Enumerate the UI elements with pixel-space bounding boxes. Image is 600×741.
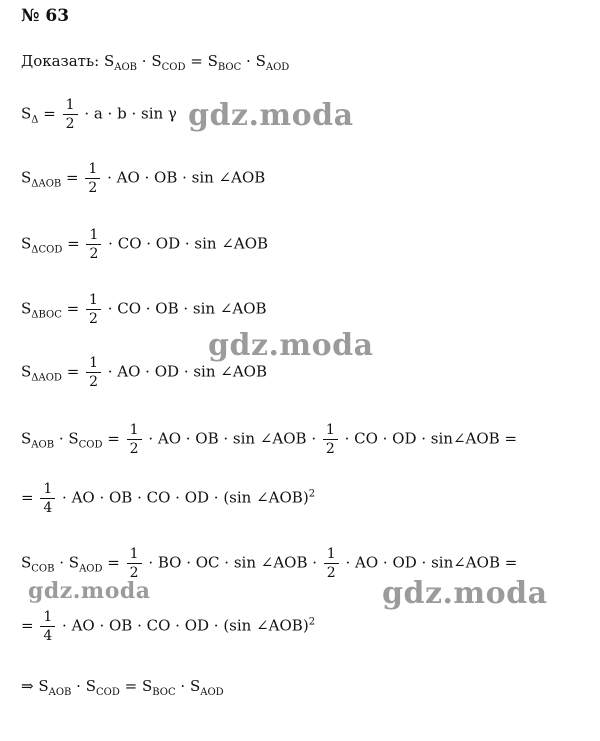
superscript: 2 xyxy=(308,616,316,628)
watermark: gdz.moda xyxy=(188,98,354,133)
formula-rhs: · AO · OD · sin ∠AOB xyxy=(102,362,267,381)
statement-text: Доказать: S xyxy=(21,52,115,70)
equals-sign: = xyxy=(38,104,61,123)
formula-rhs: · CO · OB · sin ∠AOB xyxy=(102,299,267,318)
formula-text: · AO · OB · CO · OD · (sin ∠AOB) xyxy=(57,488,309,507)
subscript: BOC xyxy=(152,687,176,698)
formula-rhs: · CO · OD · sin ∠AOB xyxy=(103,234,269,253)
equals-sign: = xyxy=(61,299,84,318)
formula-lhs: S xyxy=(21,299,32,318)
fraction xyxy=(324,547,339,580)
fraction xyxy=(86,356,101,389)
denominator: 2 xyxy=(89,246,99,262)
subscript: COD xyxy=(96,687,120,698)
watermark: gdz.moda xyxy=(28,578,151,604)
formula-text: S xyxy=(38,677,49,695)
formula-text: S xyxy=(21,429,32,448)
equals-sign: = xyxy=(102,429,125,448)
formula-text: · S xyxy=(54,553,80,572)
formula-rhs: · a · b · sin γ xyxy=(79,104,177,123)
numerator: 1 xyxy=(323,423,338,440)
implies-arrow: ⇒ xyxy=(21,677,39,695)
product-line xyxy=(21,423,517,456)
numerator: 1 xyxy=(127,423,142,440)
numerator: 1 xyxy=(127,547,142,564)
numerator: 1 xyxy=(85,162,100,179)
fraction xyxy=(323,423,338,456)
denominator: 2 xyxy=(325,441,335,457)
numerator: 1 xyxy=(86,228,101,245)
numerator: 1 xyxy=(40,482,55,499)
denominator: 4 xyxy=(43,628,53,644)
subscript: AOB xyxy=(31,439,55,451)
numerator: 1 xyxy=(86,293,101,310)
formula-text: · AO · OD · sin∠AOB = xyxy=(340,553,518,572)
formula-text: · S xyxy=(71,677,96,695)
subscript: AOD xyxy=(200,687,224,698)
formula-line xyxy=(21,293,267,326)
fraction xyxy=(40,482,55,515)
statement-text: · S xyxy=(241,52,266,70)
fraction xyxy=(86,228,101,261)
subscript: COD xyxy=(78,439,103,451)
formula-rhs: · AO · OB · sin ∠AOB xyxy=(102,168,266,187)
subscript: BOC xyxy=(217,62,242,73)
denominator: 2 xyxy=(89,374,98,390)
formula-lhs: S xyxy=(21,168,32,187)
equals-sign: = xyxy=(21,488,39,507)
formula-text: = S xyxy=(119,677,153,695)
subscript: ΔAOD xyxy=(31,372,62,384)
subscript: AOD xyxy=(265,62,290,73)
formula-text: S xyxy=(21,553,32,572)
subscript: COB xyxy=(31,563,55,575)
fraction xyxy=(127,547,142,580)
fraction xyxy=(85,162,100,195)
subscript: ΔCOD xyxy=(31,244,63,256)
result-line xyxy=(21,610,315,643)
equals-sign: = xyxy=(61,168,84,187)
subscript: ΔAOB xyxy=(31,178,62,190)
formula-text: · CO · OD · sin∠AOB = xyxy=(339,429,518,448)
statement-line xyxy=(21,52,289,73)
watermark: gdz.moda xyxy=(208,328,374,363)
equals-sign: = xyxy=(102,553,125,572)
statement-text: · S xyxy=(137,52,162,70)
equals-sign: = xyxy=(21,616,39,635)
formula-text: · S xyxy=(54,429,79,448)
denominator: 2 xyxy=(326,565,336,581)
statement-text: = S xyxy=(185,52,218,70)
formula-text: · BO · OC · sin ∠AOB · xyxy=(143,553,322,572)
problem-number: № 63 xyxy=(21,6,70,26)
denominator: 2 xyxy=(129,441,139,457)
formula-text: · AO · OB · CO · OD · (sin ∠AOB) xyxy=(57,616,309,635)
formula-line xyxy=(21,162,265,195)
equals-sign: = xyxy=(62,234,85,253)
equals-sign: = xyxy=(61,362,85,381)
formula-lhs: S xyxy=(21,362,32,381)
numerator: 1 xyxy=(324,547,339,564)
formula-line xyxy=(21,98,177,131)
fraction xyxy=(40,610,55,643)
subscript: AOD xyxy=(79,563,103,575)
denominator: 2 xyxy=(65,116,75,132)
subscript: AOB xyxy=(48,687,72,698)
numerator: 1 xyxy=(40,610,55,627)
denominator: 2 xyxy=(88,180,98,196)
watermark: gdz.moda xyxy=(382,576,548,611)
formula-text: · AO · OB · sin ∠AOB · xyxy=(143,429,321,448)
denominator: 2 xyxy=(89,311,98,327)
fraction xyxy=(127,423,142,456)
denominator: 2 xyxy=(129,565,139,581)
conclusion-line xyxy=(21,677,224,698)
subscript: AOB xyxy=(114,62,138,73)
numerator: 1 xyxy=(63,98,78,115)
numerator: 1 xyxy=(86,356,101,373)
formula-line xyxy=(21,228,268,261)
superscript: 2 xyxy=(308,488,316,500)
formula-lhs: S xyxy=(21,104,32,123)
subscript: ΔBOC xyxy=(31,309,62,321)
fraction xyxy=(86,293,101,326)
subscript: COD xyxy=(161,62,186,73)
formula-text: · S xyxy=(175,677,201,695)
formula-lhs: S xyxy=(21,234,32,253)
subscript: Δ xyxy=(31,114,39,126)
fraction xyxy=(63,98,78,131)
result-line xyxy=(21,482,315,515)
denominator: 4 xyxy=(43,500,53,516)
